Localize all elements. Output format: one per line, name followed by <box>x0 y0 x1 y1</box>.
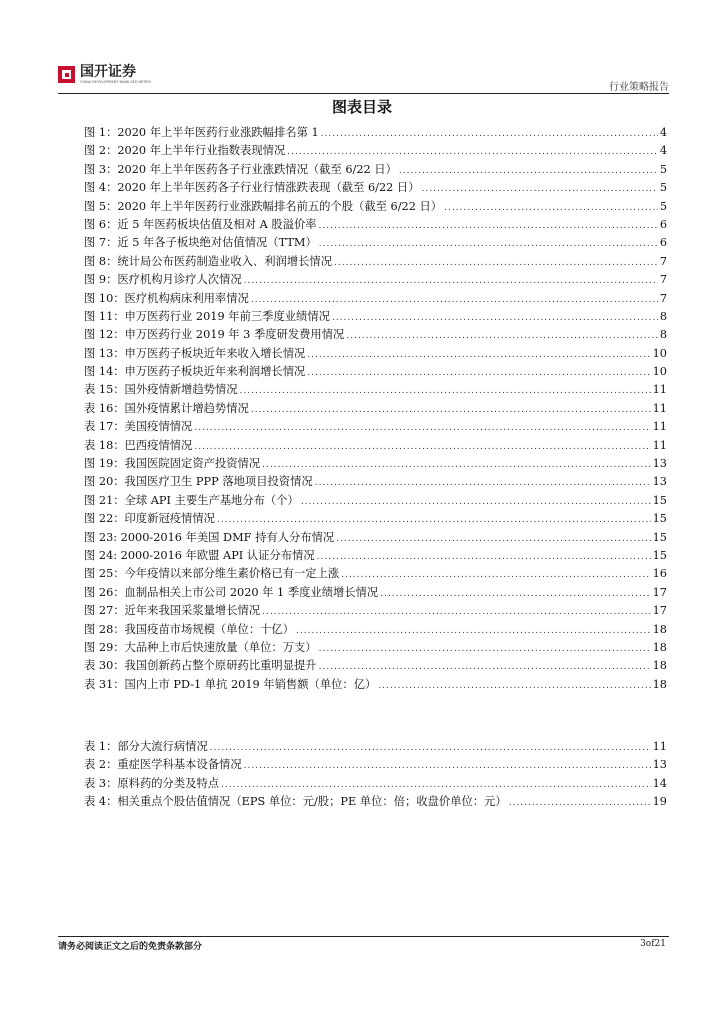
toc-leader-dots <box>334 258 658 268</box>
toc-entry-label: 表 1：部分大流行病情况 <box>84 740 208 753</box>
toc-entry[interactable] <box>84 234 667 252</box>
toc-leader-dots <box>307 350 650 360</box>
toc-entry-page: 18 <box>652 640 667 654</box>
toc-leader-dots <box>321 129 658 139</box>
toc-entry-page: 11 <box>652 420 667 434</box>
toc-leader-dots <box>296 626 651 636</box>
toc-leader-dots <box>319 239 658 249</box>
toc-entry[interactable] <box>84 676 667 694</box>
toc-leader-dots <box>240 386 651 396</box>
toc-entry[interactable] <box>84 621 667 639</box>
toc-entry-label: 图 23: 2000-2016 年美国 DMF 持有人分布情况 <box>84 530 335 544</box>
toc-leader-dots <box>317 552 651 562</box>
toc-entry-page: 5 <box>659 162 667 176</box>
toc-entry[interactable] <box>84 547 667 565</box>
toc-entry-page: 18 <box>652 622 667 636</box>
toc-entry-label: 表 3：原料药的分类及特点 <box>84 776 220 790</box>
toc-entry-page: 7 <box>659 254 667 268</box>
report-type: 行业策略报告 <box>609 82 669 93</box>
toc-entry-label: 图 9：医疗机构月诊疗人次情况 <box>84 273 242 287</box>
toc-entry-label: 图 3：2020 年上半年医药各子行业涨跌情况（截至 6/22 日） <box>84 162 397 176</box>
toc-entry-page: 5 <box>659 181 667 195</box>
toc-entry[interactable] <box>84 253 667 271</box>
header-divider <box>58 93 669 94</box>
page-number: 3of21 <box>640 939 666 949</box>
toc-leader-dots <box>307 368 650 378</box>
toc-leader-dots <box>221 780 651 790</box>
toc-entry[interactable] <box>84 400 667 418</box>
toc-entry-page: 11 <box>652 438 667 452</box>
toc-entry-page: 18 <box>652 659 667 673</box>
toc-entry-page: 15 <box>652 530 667 544</box>
toc-entry-page: 11 <box>652 383 667 397</box>
toc-title: 图表目录 <box>331 98 392 116</box>
toc-entry[interactable] <box>84 308 667 326</box>
toc-entry-label: 图 12：申万医药行业 2019 年 3 季度研发费用情况 <box>84 328 345 342</box>
toc-leader-dots <box>346 331 657 341</box>
toc-entry[interactable] <box>84 565 667 583</box>
toc-leader-dots <box>509 798 651 808</box>
toc-entry[interactable] <box>84 793 667 811</box>
toc-entry-label: 图 6：近 5 年医药板块估值及相对 A 股溢价率 <box>84 217 317 231</box>
toc-leader-dots <box>336 534 650 544</box>
toc-entry-page: 6 <box>659 217 667 231</box>
disclaimer-note: 请务必阅读正文之后的免责条款部分 <box>58 942 203 952</box>
figure-list <box>84 124 667 694</box>
toc-entry-page: 8 <box>659 309 667 323</box>
table-list <box>84 738 667 812</box>
toc-leader-dots <box>262 460 651 470</box>
toc-leader-dots <box>262 607 651 617</box>
toc-entry-label: 图 22：印度新冠疫情情况 <box>84 512 215 526</box>
toc-entry-page: 10 <box>652 365 667 379</box>
toc-leader-dots <box>378 681 650 691</box>
toc-entry[interactable] <box>84 455 667 473</box>
toc-entry[interactable] <box>84 529 667 547</box>
toc-leader-dots <box>422 184 658 194</box>
toc-entry-page: 16 <box>652 567 667 581</box>
toc-leader-dots <box>194 442 650 452</box>
toc-entry[interactable] <box>84 584 667 602</box>
toc-entry[interactable] <box>84 216 667 234</box>
toc-entry[interactable] <box>84 473 667 491</box>
toc-entry-label: 图 29：大品种上市后快速放量（单位：万支） <box>84 640 317 654</box>
toc-entry-label: 表 18：巴西疫情情况 <box>84 438 193 452</box>
toc-entry-page: 13 <box>652 475 667 489</box>
toc-entry-page: 6 <box>659 236 667 250</box>
toc-entry-page: 13 <box>652 457 667 471</box>
toc-leader-dots <box>194 423 650 433</box>
toc-entry-label: 图 11：申万医药行业 2019 年前三季度业绩情况 <box>84 309 330 323</box>
toc-leader-dots <box>210 743 651 753</box>
toc-entry-label: 图 25：今年疫情以来部分维生素价格已有一定上涨 <box>84 567 340 581</box>
toc-entry-label: 图 28：我国疫苗市场规模（单位：十亿） <box>84 622 295 636</box>
toc-entry-page: 19 <box>652 795 667 809</box>
toc-entry[interactable] <box>84 345 667 363</box>
toc-entry-page: 4 <box>659 144 667 158</box>
toc-entry-label: 图 2：2020 年上半年行业指数表现情况 <box>84 144 286 158</box>
toc-entry-page: 10 <box>652 346 667 360</box>
logo-name-cn: 国开证券 <box>80 64 136 80</box>
toc-entry-label: 表 31：国内上市 PD-1 单抗 2019 年销售额（单位：亿） <box>84 677 377 691</box>
toc-entry-label: 图 26：血制品相关上市公司 2020 年 1 季度业绩增长情况 <box>84 585 379 599</box>
toc-entry-page: 7 <box>659 273 667 287</box>
toc-entry-page: 5 <box>659 199 667 213</box>
toc-entry[interactable] <box>84 271 667 289</box>
toc-entry[interactable] <box>84 290 667 308</box>
toc-entry-label: 图 1：2020 年上半年医药行业涨跌幅排名第 1 <box>84 126 319 139</box>
toc-leader-dots <box>244 276 658 286</box>
toc-entry[interactable] <box>84 124 667 142</box>
toc-entry-page: 7 <box>659 291 667 305</box>
toc-entry-label: 图 10：医疗机构病床利用率情况 <box>84 291 249 305</box>
toc-entry-label: 图 5：2020 年上半年医药行业涨跌幅排名前五的个股（截至 6/22 日） <box>84 199 443 213</box>
toc-entry[interactable] <box>84 492 667 510</box>
toc-leader-dots <box>444 203 658 213</box>
toc-entry-label: 表 17：美国疫情情况 <box>84 420 193 434</box>
toc-entry[interactable] <box>84 510 667 528</box>
toc-entry-page: 4 <box>659 126 667 139</box>
toc-entry-label: 表 16：国外疫情累计增趋势情况 <box>84 401 249 415</box>
toc-entry[interactable] <box>84 381 667 399</box>
toc-entry[interactable] <box>84 437 667 455</box>
toc-entry-label: 图 7：近 5 年各子板块绝对估值情况（TTM） <box>84 236 317 250</box>
toc-entry-page: 15 <box>652 493 667 507</box>
toc-entry-page: 11 <box>652 740 667 753</box>
footer-divider <box>58 936 669 937</box>
toc-entry[interactable] <box>84 326 667 344</box>
toc-leader-dots <box>244 761 651 771</box>
toc-entry-page: 17 <box>652 604 667 618</box>
toc-entry[interactable] <box>84 602 667 620</box>
toc-leader-dots <box>319 662 651 672</box>
toc-entry-page: 15 <box>652 548 667 562</box>
toc-entry[interactable] <box>84 179 667 197</box>
toc-entry-page: 17 <box>652 585 667 599</box>
toc-entry-label: 表 30：我国创新药占整个原研药比重明显提升 <box>84 659 317 673</box>
toc-entry-label: 图 19：我国医院固定资产投资情况 <box>84 457 261 471</box>
toc-entry[interactable] <box>84 775 667 793</box>
toc-entry[interactable] <box>84 639 667 657</box>
toc-entry-label: 图 21：全球 API 主要生产基地分布（个） <box>84 493 299 507</box>
toc-leader-dots <box>319 644 651 654</box>
toc-entry-label: 表 15：国外疫情新增趋势情况 <box>84 383 238 397</box>
company-logo <box>58 64 151 85</box>
toc-entry-label: 表 4：相关重点个股估值情况（EPS 单位：元/股；PE 单位：倍；收盘价单位：元） <box>84 795 507 809</box>
toc-entry[interactable] <box>84 756 667 774</box>
toc-entry-page: 13 <box>652 758 667 772</box>
toc-entry[interactable] <box>84 657 667 675</box>
toc-entry-label: 图 20：我国医疗卫生 PPP 落地项目投资情况 <box>84 475 313 489</box>
toc-entry-label: 图 14：申万医药子板块近年来利润增长情况 <box>84 365 306 379</box>
toc-leader-dots <box>301 497 651 507</box>
toc-entry[interactable] <box>84 198 667 216</box>
logo-mark-icon <box>58 66 75 83</box>
toc-entry-label: 图 8：统计局公布医药制造业收入、利润增长情况 <box>84 254 333 268</box>
toc-leader-dots <box>315 478 651 488</box>
toc-leader-dots <box>380 589 650 599</box>
toc-entry-page: 15 <box>652 512 667 526</box>
toc-entry-label: 图 4：2020 年上半年医药各子行业行情涨跌表现（截至 6/22 日） <box>84 181 420 195</box>
toc-entry-label: 图 13：申万医药子板块近年来收入增长情况 <box>84 346 306 360</box>
toc-entry[interactable] <box>84 738 667 756</box>
toc-leader-dots <box>332 313 658 323</box>
toc-entry-page: 18 <box>652 677 667 691</box>
toc-entry-label: 图 27：近年来我国采浆量增长情况 <box>84 604 261 618</box>
toc-entry[interactable] <box>84 363 667 381</box>
logo-name-en: CHINA DEVELOPMENT BANK SECURITIES <box>80 80 151 84</box>
toc-leader-dots <box>319 221 658 231</box>
toc-leader-dots <box>287 147 658 157</box>
toc-entry[interactable] <box>84 142 667 160</box>
toc-leader-dots <box>251 295 658 305</box>
toc-entry-page: 14 <box>652 776 667 790</box>
toc-entry-page: 11 <box>652 401 667 415</box>
toc-entry-label: 图 24: 2000-2016 年欧盟 API 认证分布情况 <box>84 548 315 562</box>
toc-entry-label: 表 2：重症医学科基本设备情况 <box>84 758 242 772</box>
toc-leader-dots <box>251 405 651 415</box>
toc-leader-dots <box>217 515 651 525</box>
toc-leader-dots <box>341 570 650 580</box>
toc-leader-dots <box>399 166 658 176</box>
toc-entry[interactable] <box>84 161 667 179</box>
page-header <box>58 64 669 94</box>
toc-entry-page: 8 <box>659 328 667 342</box>
logo-text <box>80 64 151 85</box>
toc-entry[interactable] <box>84 418 667 436</box>
